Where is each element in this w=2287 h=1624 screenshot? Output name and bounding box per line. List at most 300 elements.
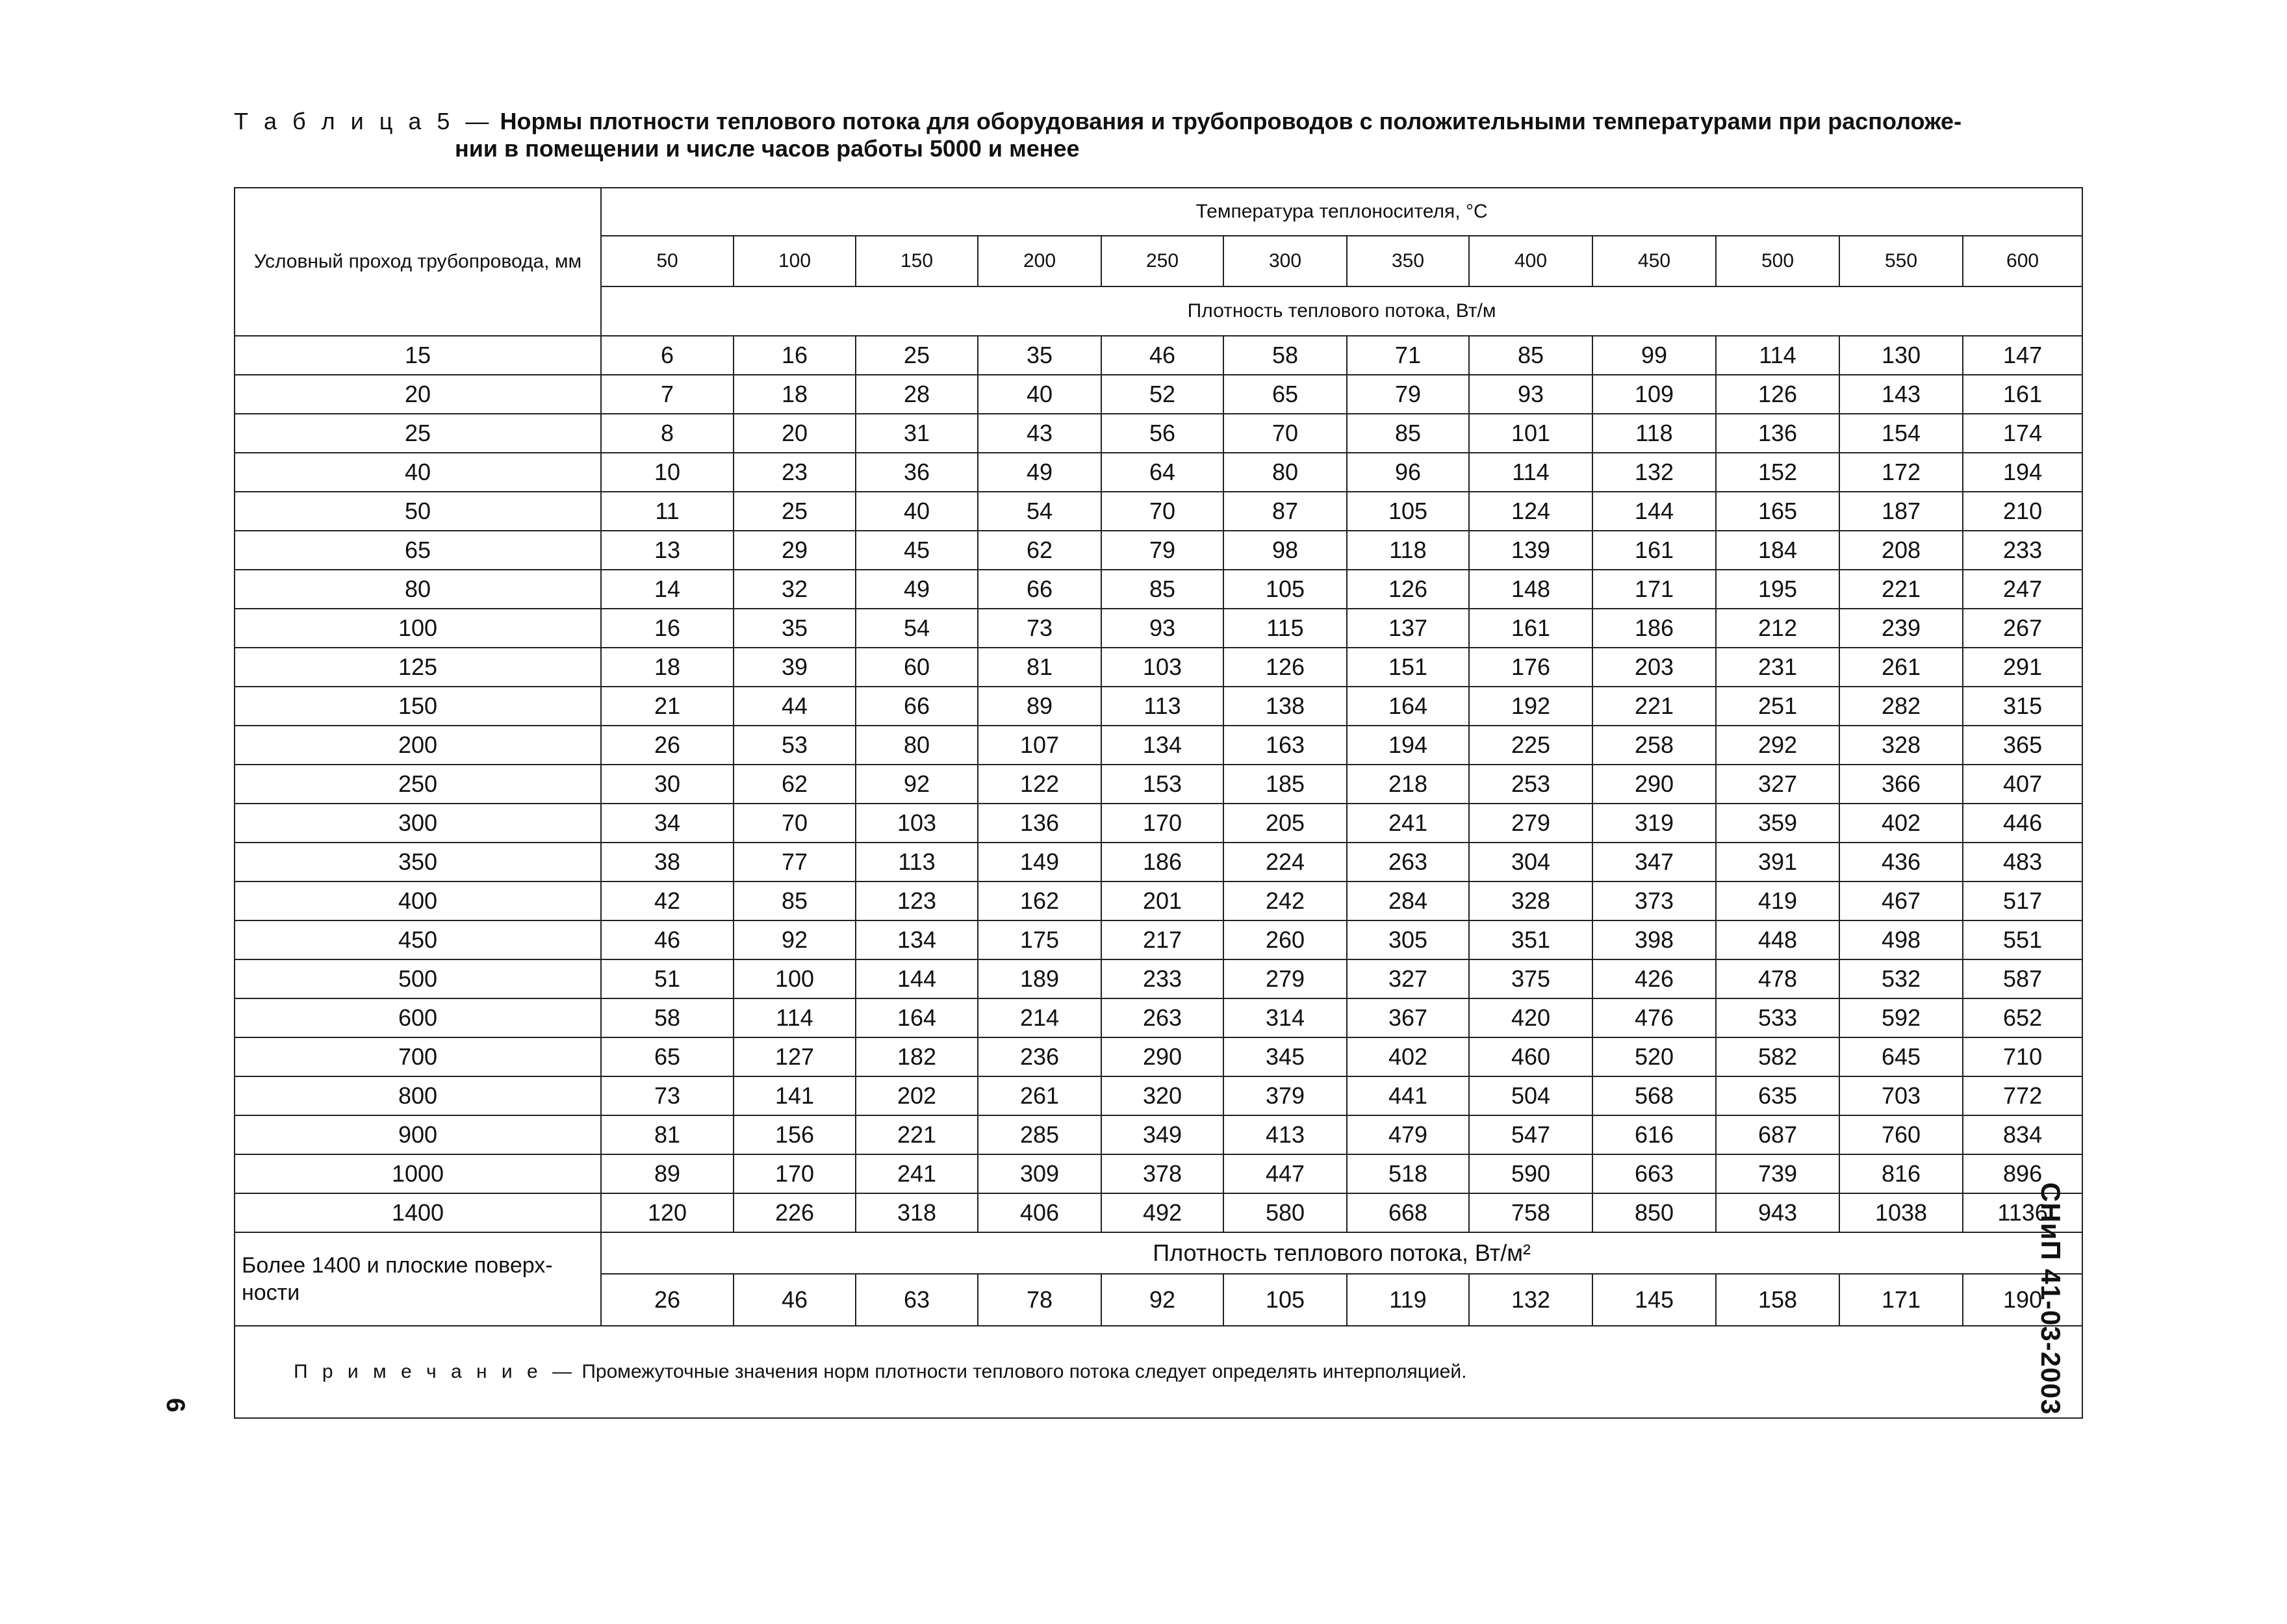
page-number: 6 — [161, 1398, 190, 1413]
nominal-bore-cell: 20 — [235, 375, 601, 414]
value-cell: 366 — [1839, 765, 1963, 804]
value-cell: 114 — [1469, 453, 1592, 492]
temperature-header: Температура теплоносителя, °С — [601, 188, 2082, 236]
flat-value-cell: 105 — [1223, 1274, 1347, 1326]
value-cell: 113 — [1101, 687, 1223, 726]
value-cell: 170 — [1101, 804, 1223, 843]
value-cell: 476 — [1592, 998, 1716, 1037]
temperature-cell: 100 — [734, 236, 856, 286]
value-cell: 170 — [734, 1154, 856, 1193]
value-cell: 107 — [978, 726, 1101, 765]
value-cell: 347 — [1592, 843, 1716, 882]
value-cell: 66 — [978, 570, 1101, 609]
table-row — [235, 726, 2082, 765]
value-cell: 436 — [1839, 843, 1963, 882]
value-cell: 81 — [978, 648, 1101, 687]
nominal-bore-cell: 200 — [235, 726, 601, 765]
value-cell: 16 — [601, 609, 734, 648]
value-cell: 282 — [1839, 687, 1963, 726]
value-cell: 36 — [856, 453, 978, 492]
value-cell: 174 — [1963, 414, 2082, 453]
value-cell: 70 — [1101, 492, 1223, 531]
value-cell: 118 — [1347, 531, 1469, 570]
value-cell: 517 — [1963, 882, 2082, 920]
flat-value-cell: 158 — [1716, 1274, 1839, 1326]
nominal-bore-cell: 100 — [235, 609, 601, 648]
value-cell: 126 — [1716, 375, 1839, 414]
value-cell: 231 — [1716, 648, 1839, 687]
value-cell: 309 — [978, 1154, 1101, 1193]
value-cell: 114 — [734, 998, 856, 1037]
value-cell: 54 — [856, 609, 978, 648]
value-cell: 407 — [1963, 765, 2082, 804]
value-cell: 153 — [1101, 765, 1223, 804]
value-cell: 241 — [1347, 804, 1469, 843]
value-cell: 187 — [1839, 492, 1963, 531]
value-cell: 533 — [1716, 998, 1839, 1037]
value-cell: 290 — [1592, 765, 1716, 804]
value-cell: 65 — [1223, 375, 1347, 414]
value-cell: 221 — [1839, 570, 1963, 609]
value-cell: 7 — [601, 375, 734, 414]
value-cell: 81 — [601, 1115, 734, 1154]
value-cell: 40 — [978, 375, 1101, 414]
value-cell: 328 — [1469, 882, 1592, 920]
temperature-cell: 200 — [978, 236, 1101, 286]
value-cell: 122 — [978, 765, 1101, 804]
nominal-bore-cell: 400 — [235, 882, 601, 920]
temperature-cell: 600 — [1963, 236, 2082, 286]
value-cell: 242 — [1223, 882, 1347, 920]
flat-value-cell: 145 — [1592, 1274, 1716, 1326]
value-cell: 202 — [856, 1076, 978, 1115]
table-row — [235, 843, 2082, 882]
value-cell: 224 — [1223, 843, 1347, 882]
value-cell: 391 — [1716, 843, 1839, 882]
value-cell: 218 — [1347, 765, 1469, 804]
value-cell: 447 — [1223, 1154, 1347, 1193]
value-cell: 138 — [1223, 687, 1347, 726]
table-caption — [234, 108, 2105, 162]
value-cell: 772 — [1963, 1076, 2082, 1115]
table-row — [235, 959, 2082, 998]
value-cell: 441 — [1347, 1076, 1469, 1115]
table-row — [235, 1115, 2082, 1154]
nominal-bore-cell: 450 — [235, 920, 601, 959]
value-cell: 314 — [1223, 998, 1347, 1037]
flat-value-cell: 119 — [1347, 1274, 1469, 1326]
value-cell: 134 — [856, 920, 978, 959]
value-cell: 14 — [601, 570, 734, 609]
value-cell: 18 — [734, 375, 856, 414]
value-cell: 587 — [1963, 959, 2082, 998]
value-cell: 40 — [856, 492, 978, 531]
nominal-bore-cell: 250 — [235, 765, 601, 804]
table-row — [235, 648, 2082, 687]
value-cell: 163 — [1223, 726, 1347, 765]
value-cell: 53 — [734, 726, 856, 765]
value-cell: 367 — [1347, 998, 1469, 1037]
value-cell: 645 — [1839, 1037, 1963, 1076]
value-cell: 532 — [1839, 959, 1963, 998]
value-cell: 137 — [1347, 609, 1469, 648]
value-cell: 161 — [1592, 531, 1716, 570]
value-cell: 123 — [856, 882, 978, 920]
value-cell: 80 — [856, 726, 978, 765]
value-cell: 141 — [734, 1076, 856, 1115]
value-cell: 124 — [1469, 492, 1592, 531]
value-cell: 89 — [601, 1154, 734, 1193]
value-cell: 816 — [1839, 1154, 1963, 1193]
value-cell: 267 — [1963, 609, 2082, 648]
nominal-bore-cell: 40 — [235, 453, 601, 492]
value-cell: 592 — [1839, 998, 1963, 1037]
value-cell: 194 — [1347, 726, 1469, 765]
value-cell: 304 — [1469, 843, 1592, 882]
table-row — [235, 336, 2082, 375]
value-cell: 201 — [1101, 882, 1223, 920]
value-cell: 144 — [856, 959, 978, 998]
value-cell: 44 — [734, 687, 856, 726]
table-row — [235, 609, 2082, 648]
table-row — [235, 804, 2082, 843]
flat-value-cell: 78 — [978, 1274, 1101, 1326]
value-cell: 152 — [1716, 453, 1839, 492]
density-header: Плотность теплового потока, Вт/м — [601, 286, 2082, 336]
value-cell: 478 — [1716, 959, 1839, 998]
value-cell: 58 — [601, 998, 734, 1037]
value-cell: 85 — [1347, 414, 1469, 453]
value-cell: 406 — [978, 1193, 1101, 1232]
value-cell: 328 — [1839, 726, 1963, 765]
value-cell: 279 — [1469, 804, 1592, 843]
value-cell: 161 — [1963, 375, 2082, 414]
value-cell: 292 — [1716, 726, 1839, 765]
nominal-bore-cell: 900 — [235, 1115, 601, 1154]
value-cell: 38 — [601, 843, 734, 882]
value-cell: 379 — [1223, 1076, 1347, 1115]
value-cell: 42 — [601, 882, 734, 920]
value-cell: 93 — [1469, 375, 1592, 414]
value-cell: 236 — [978, 1037, 1101, 1076]
flat-density-header: Плотность теплового потока, Вт/м² — [601, 1232, 2082, 1274]
value-cell: 251 — [1716, 687, 1839, 726]
value-cell: 85 — [734, 882, 856, 920]
table-row — [235, 1076, 2082, 1115]
value-cell: 92 — [856, 765, 978, 804]
value-cell: 99 — [1592, 336, 1716, 375]
nominal-bore-cell: 800 — [235, 1076, 601, 1115]
value-cell: 663 — [1592, 1154, 1716, 1193]
value-cell: 164 — [1347, 687, 1469, 726]
value-cell: 161 — [1469, 609, 1592, 648]
value-cell: 60 — [856, 648, 978, 687]
value-cell: 25 — [734, 492, 856, 531]
value-cell: 402 — [1347, 1037, 1469, 1076]
table-row — [235, 453, 2082, 492]
value-cell: 56 — [1101, 414, 1223, 453]
value-cell: 943 — [1716, 1193, 1839, 1232]
value-cell: 154 — [1839, 414, 1963, 453]
value-cell: 850 — [1592, 1193, 1716, 1232]
flat-value-cell: 26 — [601, 1274, 734, 1326]
value-cell: 258 — [1592, 726, 1716, 765]
value-cell: 896 — [1963, 1154, 2082, 1193]
value-cell: 413 — [1223, 1115, 1347, 1154]
value-cell: 551 — [1963, 920, 2082, 959]
temperature-cell: 350 — [1347, 236, 1469, 286]
nominal-bore-cell: 150 — [235, 687, 601, 726]
value-cell: 143 — [1839, 375, 1963, 414]
value-cell: 351 — [1469, 920, 1592, 959]
value-cell: 136 — [978, 804, 1101, 843]
value-cell: 467 — [1839, 882, 1963, 920]
value-cell: 291 — [1963, 648, 2082, 687]
value-cell: 208 — [1839, 531, 1963, 570]
flat-value-cell: 132 — [1469, 1274, 1592, 1326]
nominal-bore-cell: 350 — [235, 843, 601, 882]
table-row — [235, 998, 2082, 1037]
table-row — [235, 375, 2082, 414]
caption-title-line1: Нормы плотности теплового потока для оборудования и трубопроводов с положительными температурами при расположе- — [500, 108, 1962, 134]
value-cell: 70 — [734, 804, 856, 843]
nominal-bore-cell: 300 — [235, 804, 601, 843]
value-cell: 184 — [1716, 531, 1839, 570]
value-cell: 115 — [1223, 609, 1347, 648]
value-cell: 51 — [601, 959, 734, 998]
value-cell: 214 — [978, 998, 1101, 1037]
value-cell: 261 — [1839, 648, 1963, 687]
flat-value-cell: 171 — [1839, 1274, 1963, 1326]
value-cell: 162 — [978, 882, 1101, 920]
value-cell: 34 — [601, 804, 734, 843]
value-cell: 290 — [1101, 1037, 1223, 1076]
value-cell: 130 — [1839, 336, 1963, 375]
value-cell: 1038 — [1839, 1193, 1963, 1232]
value-cell: 105 — [1347, 492, 1469, 531]
value-cell: 35 — [734, 609, 856, 648]
value-cell: 652 — [1963, 998, 2082, 1037]
value-cell: 147 — [1963, 336, 2082, 375]
value-cell: 448 — [1716, 920, 1839, 959]
value-cell: 45 — [856, 531, 978, 570]
nominal-bore-cell: 25 — [235, 414, 601, 453]
value-cell: 120 — [601, 1193, 734, 1232]
table-row — [235, 414, 2082, 453]
flat-value-cell: 63 — [856, 1274, 978, 1326]
value-cell: 175 — [978, 920, 1101, 959]
table-row — [235, 920, 2082, 959]
value-cell: 263 — [1101, 998, 1223, 1037]
value-cell: 710 — [1963, 1037, 2082, 1076]
value-cell: 247 — [1963, 570, 2082, 609]
nominal-bore-cell: 15 — [235, 336, 601, 375]
table-row — [235, 687, 2082, 726]
value-cell: 483 — [1963, 843, 2082, 882]
value-cell: 52 — [1101, 375, 1223, 414]
temperature-cell: 550 — [1839, 236, 1963, 286]
nominal-bore-cell: 80 — [235, 570, 601, 609]
value-cell: 85 — [1469, 336, 1592, 375]
value-cell: 73 — [601, 1076, 734, 1115]
table-row — [235, 765, 2082, 804]
value-cell: 226 — [734, 1193, 856, 1232]
table-row — [235, 531, 2082, 570]
document-code: СНиП 41-03-2003 — [2036, 1182, 2066, 1415]
value-cell: 132 — [1592, 453, 1716, 492]
nominal-bore-cell: 1000 — [235, 1154, 601, 1193]
value-cell: 127 — [734, 1037, 856, 1076]
value-cell: 28 — [856, 375, 978, 414]
value-cell: 834 — [1963, 1115, 2082, 1154]
value-cell: 113 — [856, 843, 978, 882]
value-cell: 10 — [601, 453, 734, 492]
temperature-cell: 250 — [1101, 236, 1223, 286]
temperature-cell: 300 — [1223, 236, 1347, 286]
value-cell: 239 — [1839, 609, 1963, 648]
value-cell: 378 — [1101, 1154, 1223, 1193]
value-cell: 13 — [601, 531, 734, 570]
value-cell: 327 — [1347, 959, 1469, 998]
value-cell: 20 — [734, 414, 856, 453]
value-cell: 26 — [601, 726, 734, 765]
value-cell: 149 — [978, 843, 1101, 882]
value-cell: 520 — [1592, 1037, 1716, 1076]
value-cell: 319 — [1592, 804, 1716, 843]
value-cell: 426 — [1592, 959, 1716, 998]
value-cell: 189 — [978, 959, 1101, 998]
value-cell: 101 — [1469, 414, 1592, 453]
value-cell: 46 — [601, 920, 734, 959]
value-cell: 402 — [1839, 804, 1963, 843]
value-cell: 71 — [1347, 336, 1469, 375]
table-body — [235, 336, 2082, 1232]
value-cell: 64 — [1101, 453, 1223, 492]
value-cell: 420 — [1469, 998, 1592, 1037]
value-cell: 419 — [1716, 882, 1839, 920]
value-cell: 43 — [978, 414, 1101, 453]
value-cell: 320 — [1101, 1076, 1223, 1115]
value-cell: 144 — [1592, 492, 1716, 531]
value-cell: 165 — [1716, 492, 1839, 531]
value-cell: 205 — [1223, 804, 1347, 843]
value-cell: 6 — [601, 336, 734, 375]
value-cell: 18 — [601, 648, 734, 687]
temperature-cell: 150 — [856, 236, 978, 286]
value-cell: 253 — [1469, 765, 1592, 804]
value-cell: 547 — [1469, 1115, 1592, 1154]
value-cell: 479 — [1347, 1115, 1469, 1154]
value-cell: 285 — [978, 1115, 1101, 1154]
value-cell: 279 — [1223, 959, 1347, 998]
value-cell: 221 — [856, 1115, 978, 1154]
temperature-cell: 50 — [601, 236, 734, 286]
value-cell: 80 — [1223, 453, 1347, 492]
value-cell: 32 — [734, 570, 856, 609]
value-cell: 260 — [1223, 920, 1347, 959]
value-cell: 590 — [1469, 1154, 1592, 1193]
table-row — [235, 1037, 2082, 1076]
value-cell: 29 — [734, 531, 856, 570]
note-text: Промежуточные значения норм плотности теплового потока следует определять интерполяцией. — [581, 1361, 1467, 1382]
table-row — [235, 882, 2082, 920]
value-cell: 109 — [1592, 375, 1716, 414]
value-cell: 460 — [1469, 1037, 1592, 1076]
value-cell: 30 — [601, 765, 734, 804]
value-cell: 21 — [601, 687, 734, 726]
value-cell: 93 — [1101, 609, 1223, 648]
value-cell: 31 — [856, 414, 978, 453]
value-cell: 398 — [1592, 920, 1716, 959]
value-cell: 16 — [734, 336, 856, 375]
table-row — [235, 1193, 2082, 1232]
value-cell: 284 — [1347, 882, 1469, 920]
value-cell: 49 — [856, 570, 978, 609]
value-cell: 739 — [1716, 1154, 1839, 1193]
value-cell: 98 — [1223, 531, 1347, 570]
value-cell: 92 — [734, 920, 856, 959]
value-cell: 446 — [1963, 804, 2082, 843]
value-cell: 25 — [856, 336, 978, 375]
nominal-bore-cell: 65 — [235, 531, 601, 570]
value-cell: 195 — [1716, 570, 1839, 609]
value-cell: 504 — [1469, 1076, 1592, 1115]
value-cell: 305 — [1347, 920, 1469, 959]
flat-value-cell: 46 — [734, 1274, 856, 1326]
value-cell: 103 — [1101, 648, 1223, 687]
value-cell: 70 — [1223, 414, 1347, 453]
table-row — [235, 1154, 2082, 1193]
value-cell: 315 — [1963, 687, 2082, 726]
value-cell: 668 — [1347, 1193, 1469, 1232]
value-cell: 85 — [1101, 570, 1223, 609]
nominal-bore-cell: 1400 — [235, 1193, 601, 1232]
value-cell: 79 — [1101, 531, 1223, 570]
value-cell: 66 — [856, 687, 978, 726]
heat-flux-norms-table — [234, 187, 2083, 1419]
value-cell: 58 — [1223, 336, 1347, 375]
note-label: П р и м е ч а н и е — — [294, 1361, 576, 1382]
value-cell: 233 — [1101, 959, 1223, 998]
value-cell: 126 — [1223, 648, 1347, 687]
value-cell: 212 — [1716, 609, 1839, 648]
temperature-cell: 400 — [1469, 236, 1592, 286]
nominal-bore-cell: 700 — [235, 1037, 601, 1076]
value-cell: 568 — [1592, 1076, 1716, 1115]
value-cell: 263 — [1347, 843, 1469, 882]
temperature-cell: 450 — [1592, 236, 1716, 286]
value-cell: 11 — [601, 492, 734, 531]
value-cell: 23 — [734, 453, 856, 492]
value-cell: 703 — [1839, 1076, 1963, 1115]
value-cell: 518 — [1347, 1154, 1469, 1193]
value-cell: 261 — [978, 1076, 1101, 1115]
value-cell: 758 — [1469, 1193, 1592, 1232]
value-cell: 136 — [1716, 414, 1839, 453]
value-cell: 172 — [1839, 453, 1963, 492]
value-cell: 134 — [1101, 726, 1223, 765]
table-note — [235, 1326, 2082, 1418]
value-cell: 373 — [1592, 882, 1716, 920]
caption-label: Т а б л и ц а 5 — — [234, 108, 494, 134]
value-cell: 164 — [856, 998, 978, 1037]
table-row — [235, 492, 2082, 531]
value-cell: 105 — [1223, 570, 1347, 609]
value-cell: 580 — [1223, 1193, 1347, 1232]
value-cell: 100 — [734, 959, 856, 998]
value-cell: 327 — [1716, 765, 1839, 804]
flat-value-cell: 92 — [1101, 1274, 1223, 1326]
